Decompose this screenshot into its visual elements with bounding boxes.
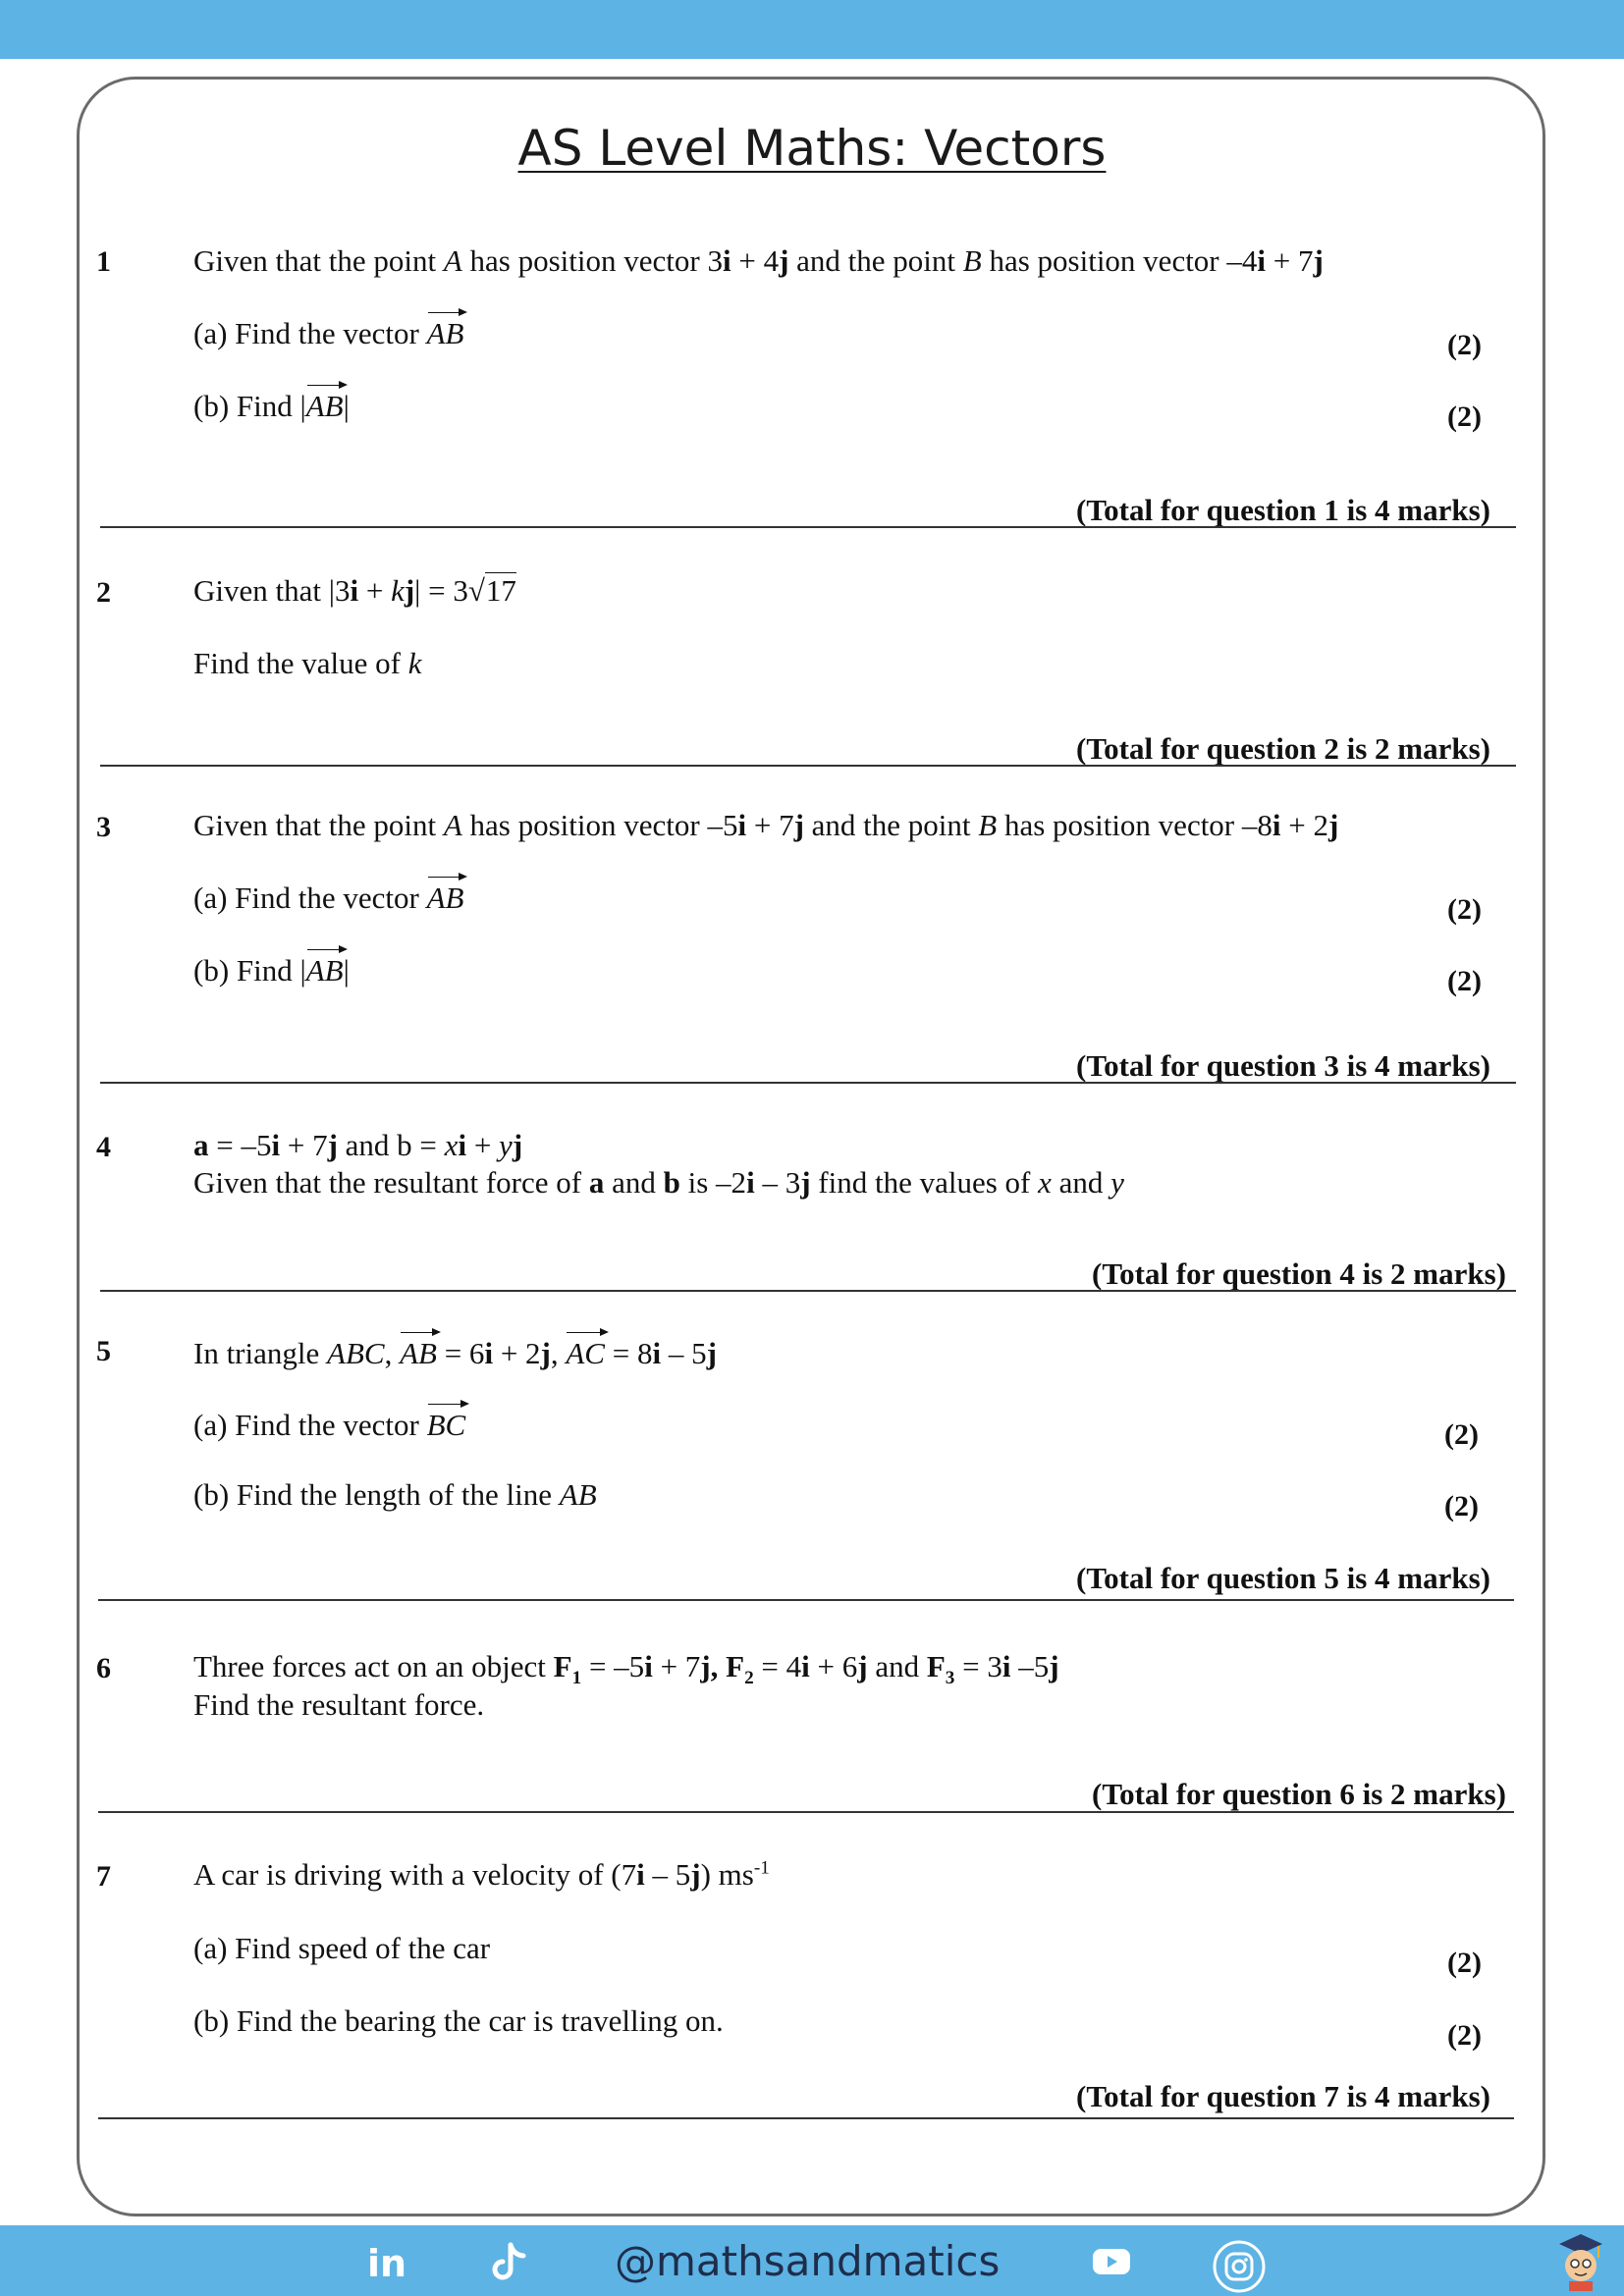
page-title: AS Level Maths: Vectors [517,120,1107,177]
tiktok-icon[interactable] [489,2241,528,2284]
question-6-stem: Three forces act on an object $F_1 = -5i + 7j$, $F_2 = 4i + 6j$ and $F_3 = 3i$ –5j [193,1649,1059,1689]
vector-notation: AC [566,1332,605,1371]
divider [98,1599,1514,1601]
mascot-icon [1555,2228,1606,2291]
divider [98,1811,1514,1813]
social-handle[interactable]: @mathsandmatics [615,2237,1001,2285]
question-2-instruction: Find the value of k [193,646,422,680]
marks-label: (2) [1444,1490,1479,1522]
marks-label: (2) [1444,1418,1479,1451]
question-total: (Total for question 5 is 4 marks) [1076,1561,1490,1595]
question-number: 5 [96,1335,111,1367]
vector-notation: AB [400,1332,437,1371]
vector-notation: AB [306,385,344,424]
question-1-part-b: (b) Find |AB| [193,385,350,424]
question-total: (Total for question 3 is 4 marks) [1076,1048,1490,1083]
divider [98,2117,1514,2119]
question-number: 3 [96,811,111,843]
marks-label: (2) [1447,2019,1482,2052]
marks-label: (2) [1447,329,1482,361]
marks-label: (2) [1447,965,1482,997]
question-7-part-b: (b) Find the bearing the car is travelling on. [193,2003,724,2038]
question-number: 1 [96,245,111,278]
vector-notation: AB [427,312,464,351]
vector-notation: AB [427,877,464,916]
instagram-icon[interactable] [1212,2239,1267,2294]
linkedin-icon[interactable]: in [367,2242,407,2285]
question-5-part-a: (a) Find the vector BC [193,1404,465,1443]
divider [100,526,1516,528]
question-total: (Total for question 2 is 2 marks) [1076,731,1490,766]
divider [100,765,1516,767]
divider [100,1082,1516,1084]
marks-label: (2) [1447,1947,1482,1979]
question-5-stem: In triangle ABC, AB = 6i + 2j, AC = 8i – 5j [193,1332,717,1371]
question-3-part-b: (b) Find |AB| [193,949,350,988]
question-7-stem: A car is driving with a velocity of (7i – 5j) $ms^{-1}$ [193,1857,770,1892]
question-6-instruction: Find the resultant force. [193,1687,485,1722]
divider [100,1290,1516,1292]
question-number: 7 [96,1860,111,1893]
question-total: (Total for question 7 is 4 marks) [1076,2079,1490,2113]
question-1-part-a: (a) Find the vector AB [193,312,463,351]
youtube-icon[interactable] [1092,2247,1131,2276]
question-4-stem: a = –5i + 7j and b = xi + yj [193,1128,523,1162]
vector-notation: BC [427,1404,466,1443]
marks-label: (2) [1447,400,1482,433]
question-total: (Total for question 6 is 2 marks) [1092,1777,1506,1811]
question-number: 2 [96,576,111,609]
question-2-stem: Given that |3i + kj| = 3√17 [193,573,516,608]
vector-notation: AB [306,949,344,988]
question-number: 6 [96,1652,111,1684]
question-5-part-b: (b) Find the length of the line AB [193,1477,597,1512]
question-4-instruction: Given that the resultant force of a and b is –2i – 3j find the values of x and y [193,1165,1124,1200]
question-7-part-a: (a) Find speed of the car [193,1931,491,1965]
question-number: 4 [96,1131,111,1163]
question-total: (Total for question 1 is 4 marks) [1076,493,1490,527]
top-banner [0,0,1624,59]
marks-label: (2) [1447,893,1482,926]
question-3-stem: Given that the point A has position vector –5i + 7j and the point B has position vector –8i + 2j [193,808,1339,842]
question-total: (Total for question 4 is 2 marks) [1092,1256,1506,1291]
question-1-stem: Given that the point A has position vector 3i + 4j and the point B has position vector –4i + 7j [193,243,1324,278]
question-3-part-a: (a) Find the vector AB [193,877,463,916]
